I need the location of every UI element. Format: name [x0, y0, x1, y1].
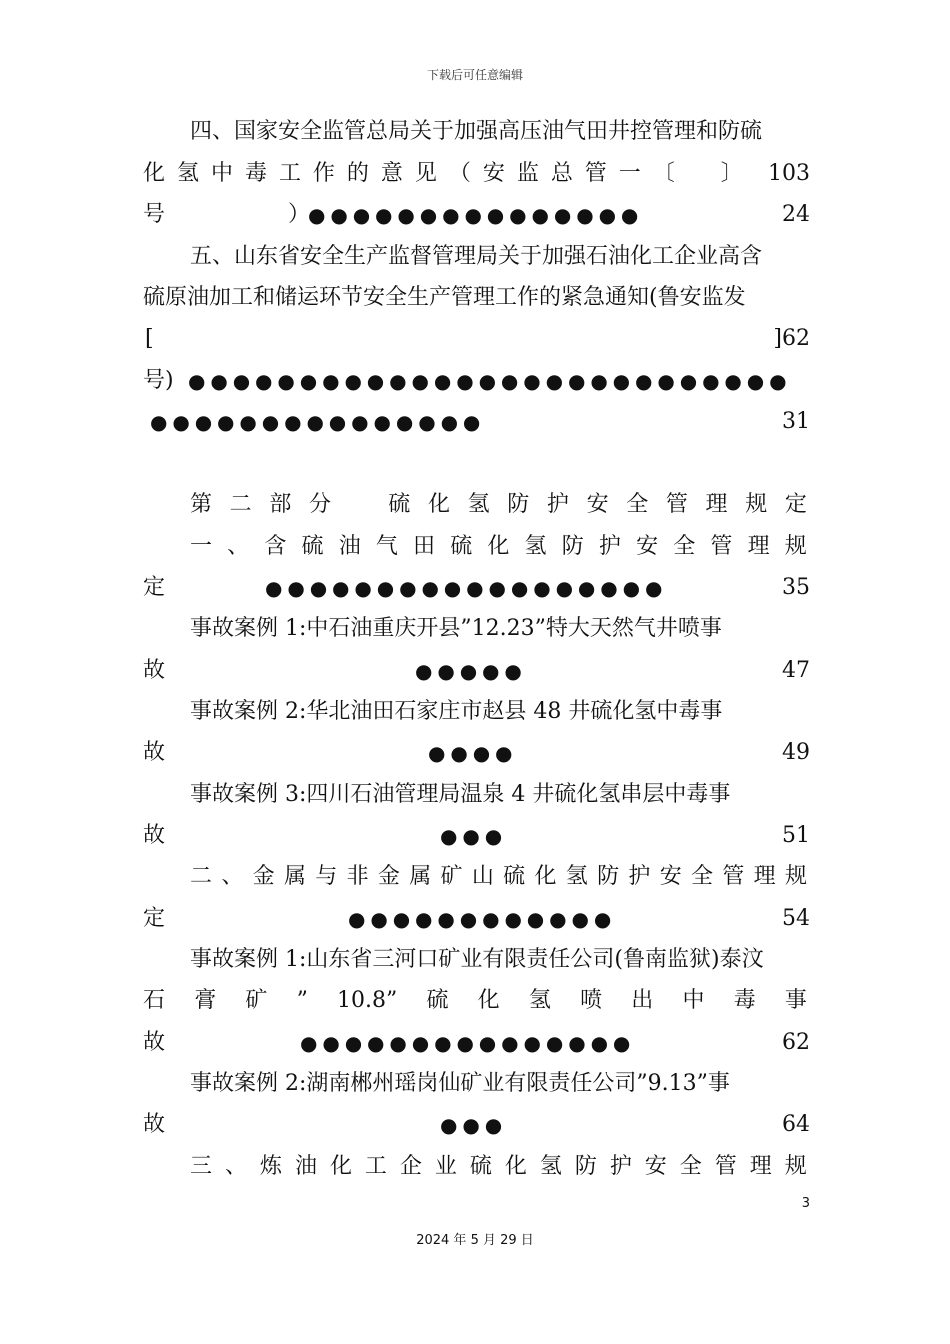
case-2-1-line-2	[0, 986, 950, 1016]
section-1-line-2: 定 ●●●●●●●●●●●●●●●●●● 35	[0, 573, 950, 603]
text-char: 安	[482, 161, 505, 186]
text-char: 、	[221, 864, 244, 889]
case-2-2-line-2: 故 ●●● 64	[0, 1110, 950, 1140]
text-char: 第	[190, 492, 213, 517]
leader-dots: ●●●●●	[415, 659, 527, 683]
text-char: 金	[252, 864, 275, 889]
text-char: 气	[375, 534, 398, 559]
text-char: 总	[550, 161, 573, 186]
leader-dots: ●●●●●●●●●●●●●●●	[150, 410, 486, 434]
text-char: 见	[414, 161, 437, 186]
case-2-1-line-3: 故 ●●●●●●●●●●●●●●● 62	[0, 1028, 950, 1058]
text-char: 含	[264, 534, 287, 559]
page-ref: 51	[782, 823, 810, 848]
text-char: 氢	[467, 492, 490, 517]
leader-dots: ●●●	[440, 824, 508, 848]
text-char: 〔	[652, 161, 675, 186]
toc-item-5-line-4: 号) ●●●●●●●●●●●●●●●●●●●●●●●●●●●	[0, 366, 950, 396]
toc-item-5-line-5	[0, 407, 950, 437]
text-char: 化	[487, 534, 510, 559]
leader-dots: ●●●●●●●●●●●●●●●●●●●●●●●●●●●	[188, 369, 792, 393]
toc-item-4-line-1: 四、国家安全监管总局关于加强高压油气田井控管理和防硫	[190, 119, 763, 144]
justified-text	[143, 159, 743, 189]
text-char: 与	[315, 864, 338, 889]
text-char: 山	[471, 864, 494, 889]
text-char: 氢	[176, 161, 199, 186]
page-number: 3	[801, 1196, 810, 1211]
text-char: 的	[346, 161, 369, 186]
page-ref: 64	[782, 1112, 810, 1137]
text-char: 作	[312, 161, 335, 186]
text-char: 安	[644, 1154, 667, 1179]
case-1-1-line-2: 故 ●●●●● 47	[0, 656, 950, 686]
case-1-3-line-2: 故 ●●● 51	[0, 821, 950, 851]
text-char: 硫	[503, 864, 526, 889]
toc-item-5-line-3: [ ]62	[145, 326, 810, 351]
text-char: 事	[784, 988, 807, 1013]
text-char: 出	[631, 988, 654, 1013]
page-ref: 49	[782, 740, 810, 765]
text-char: 二	[190, 864, 213, 889]
leader-dots: ●●●●●●●●●●●●●●●	[300, 1031, 636, 1055]
text-char: 安	[586, 492, 609, 517]
section-2-title	[0, 862, 950, 892]
text-char: 护	[546, 492, 569, 517]
text-char: 安	[636, 534, 659, 559]
text-char	[349, 490, 371, 520]
text-char: 毒	[244, 161, 267, 186]
text-char: 氢	[524, 534, 547, 559]
text-char: 监	[516, 161, 539, 186]
text-char: 属	[409, 864, 432, 889]
text-char: 护	[598, 534, 621, 559]
text-char: 管	[584, 161, 607, 186]
text-char: 意	[380, 161, 403, 186]
text-char: 部	[269, 492, 292, 517]
text-char: 三	[190, 1154, 213, 1179]
text-char: 管	[714, 1154, 737, 1179]
text-char: 管	[710, 534, 733, 559]
leader-dots: ●●●●●●●●●●●●●●●	[308, 203, 644, 227]
leader-dots: ●●●●	[428, 741, 518, 765]
toc-item-4-line-2: 化 氢 中 毒 工 作 的 意 见 （ 安 监 总 管 一 〔 〕 103	[0, 159, 950, 189]
text-char: 分	[308, 492, 331, 517]
text-char: 中	[682, 988, 705, 1013]
text-char: 全	[691, 864, 714, 889]
page-ref: 47	[782, 658, 810, 683]
text-char: 中	[210, 161, 233, 186]
text-char: 一	[618, 161, 641, 186]
case-1-2-line-1: 事故案例 2:华北油田石家庄市赵县 48 井硫化氢中毒事	[190, 699, 723, 724]
text-char: 化	[427, 492, 450, 517]
text-char: 防	[507, 492, 530, 517]
justified-text	[190, 490, 807, 520]
text-char: 化	[477, 988, 500, 1013]
text-char: 金	[377, 864, 400, 889]
text-char: 毒	[733, 988, 756, 1013]
text-char: 全	[673, 534, 696, 559]
section-3-title	[0, 1152, 950, 1182]
section-2-line-2: 定 ●●●●●●●●●●●● 54	[0, 904, 950, 934]
text-char: 氢	[528, 988, 551, 1013]
text-char: 硫	[450, 534, 473, 559]
footer-date: 2024 年 5 月 29 日	[416, 1233, 534, 1248]
text-char: 矿	[245, 988, 268, 1013]
toc-item-5-line-2: 硫原油加工和储运环节安全生产管理工作的紧急通知(鲁安监发	[143, 285, 746, 310]
text-char: 全	[679, 1154, 702, 1179]
leader-dots: ●●●●●●●●●●●●●●●●●●	[265, 576, 668, 600]
justified-text	[190, 862, 807, 892]
text-char: （	[448, 161, 471, 186]
page-ref: 54	[782, 906, 810, 931]
text-char: 护	[609, 1154, 632, 1179]
case-2-2-line-1: 事故案例 2:湖南郴州瑶岗仙矿业有限责任公司”9.13”事	[190, 1071, 730, 1096]
text-char: 理	[749, 1154, 772, 1179]
text-char: 规	[745, 492, 768, 517]
text-char: 防	[574, 1154, 597, 1179]
justified-text	[190, 1152, 807, 1182]
text-char: 硫	[388, 492, 411, 517]
text-char: 油	[338, 534, 361, 559]
text-char: 膏	[194, 988, 217, 1013]
toc-item-4-line-3: 号 ） ●●●●●●●●●●●●●●● 24	[0, 200, 950, 230]
text-char: 防	[561, 534, 584, 559]
text-char: 业	[434, 1154, 457, 1179]
leader-dots: ●●●●●●●●●●●●	[348, 907, 617, 931]
text-char: 管	[722, 864, 745, 889]
text-char: 规	[784, 1154, 807, 1179]
text-char: 化	[504, 1154, 527, 1179]
section-1-title	[0, 532, 950, 562]
page-header: 下载后可任意编辑	[426, 68, 523, 82]
text-char: 硫	[426, 988, 449, 1013]
text-char: 10.8”	[337, 988, 398, 1013]
text-char: 油	[294, 1154, 317, 1179]
text-char: 规	[784, 534, 807, 559]
text-char: 企	[399, 1154, 422, 1179]
page-ref: 24	[782, 202, 810, 227]
case-1-2-line-2: 故 ●●●● 49	[0, 738, 950, 768]
text-char: 防	[597, 864, 620, 889]
text-char	[687, 159, 709, 189]
text-char: 化	[329, 1154, 352, 1179]
case-2-1-line-1: 事故案例 1:山东省三河口矿业有限责任公司(鲁南监狱)泰汶	[190, 947, 764, 972]
text-char: 理	[705, 492, 728, 517]
part-2-heading	[0, 490, 950, 520]
text-char: 工	[364, 1154, 387, 1179]
page-ref: 62	[782, 1030, 810, 1055]
text-char: 非	[346, 864, 369, 889]
justified-text	[190, 532, 807, 562]
text-char: 安	[659, 864, 682, 889]
case-1-1-line-1: 事故案例 1:中石油重庆开县”12.23”特大天然气井喷事	[190, 616, 722, 641]
text-char: 管	[665, 492, 688, 517]
text-char: 氢	[565, 864, 588, 889]
justified-text	[143, 986, 807, 1016]
text-char: 化	[143, 161, 166, 186]
text-char: 工	[278, 161, 301, 186]
text-char: 、	[227, 534, 250, 559]
text-char: 全	[626, 492, 649, 517]
text-char: 属	[283, 864, 306, 889]
text-char: 石	[143, 988, 166, 1013]
text-char: 化	[534, 864, 557, 889]
text-char: 定	[784, 492, 807, 517]
text-char: 理	[747, 534, 770, 559]
text-char: 、	[224, 1154, 247, 1179]
page-ref: 35	[782, 575, 810, 600]
leader-dots: ●●●	[440, 1113, 508, 1137]
text-char: 〕	[720, 161, 743, 186]
toc-item-5-line-1: 五、山东省安全生产监督管理局关于加强石油化工企业高含	[190, 244, 763, 269]
text-char: 规	[784, 864, 807, 889]
text-char: ”	[296, 988, 308, 1013]
text-char: 护	[628, 864, 651, 889]
text-char: 喷	[580, 988, 603, 1013]
text-char: 矿	[440, 864, 463, 889]
text-char: 氢	[539, 1154, 562, 1179]
page-ref: 31	[782, 409, 810, 434]
text-char: 一	[190, 534, 213, 559]
case-1-3-line-1: 事故案例 3:四川石油管理局温泉 4 井硫化氢串层中毒事	[190, 782, 731, 807]
text-char: 炼	[259, 1154, 282, 1179]
text-char: 理	[753, 864, 776, 889]
text-char: 田	[413, 534, 436, 559]
text-char: 二	[229, 492, 252, 517]
text-char: 硫	[469, 1154, 492, 1179]
text-char: 硫	[301, 534, 324, 559]
